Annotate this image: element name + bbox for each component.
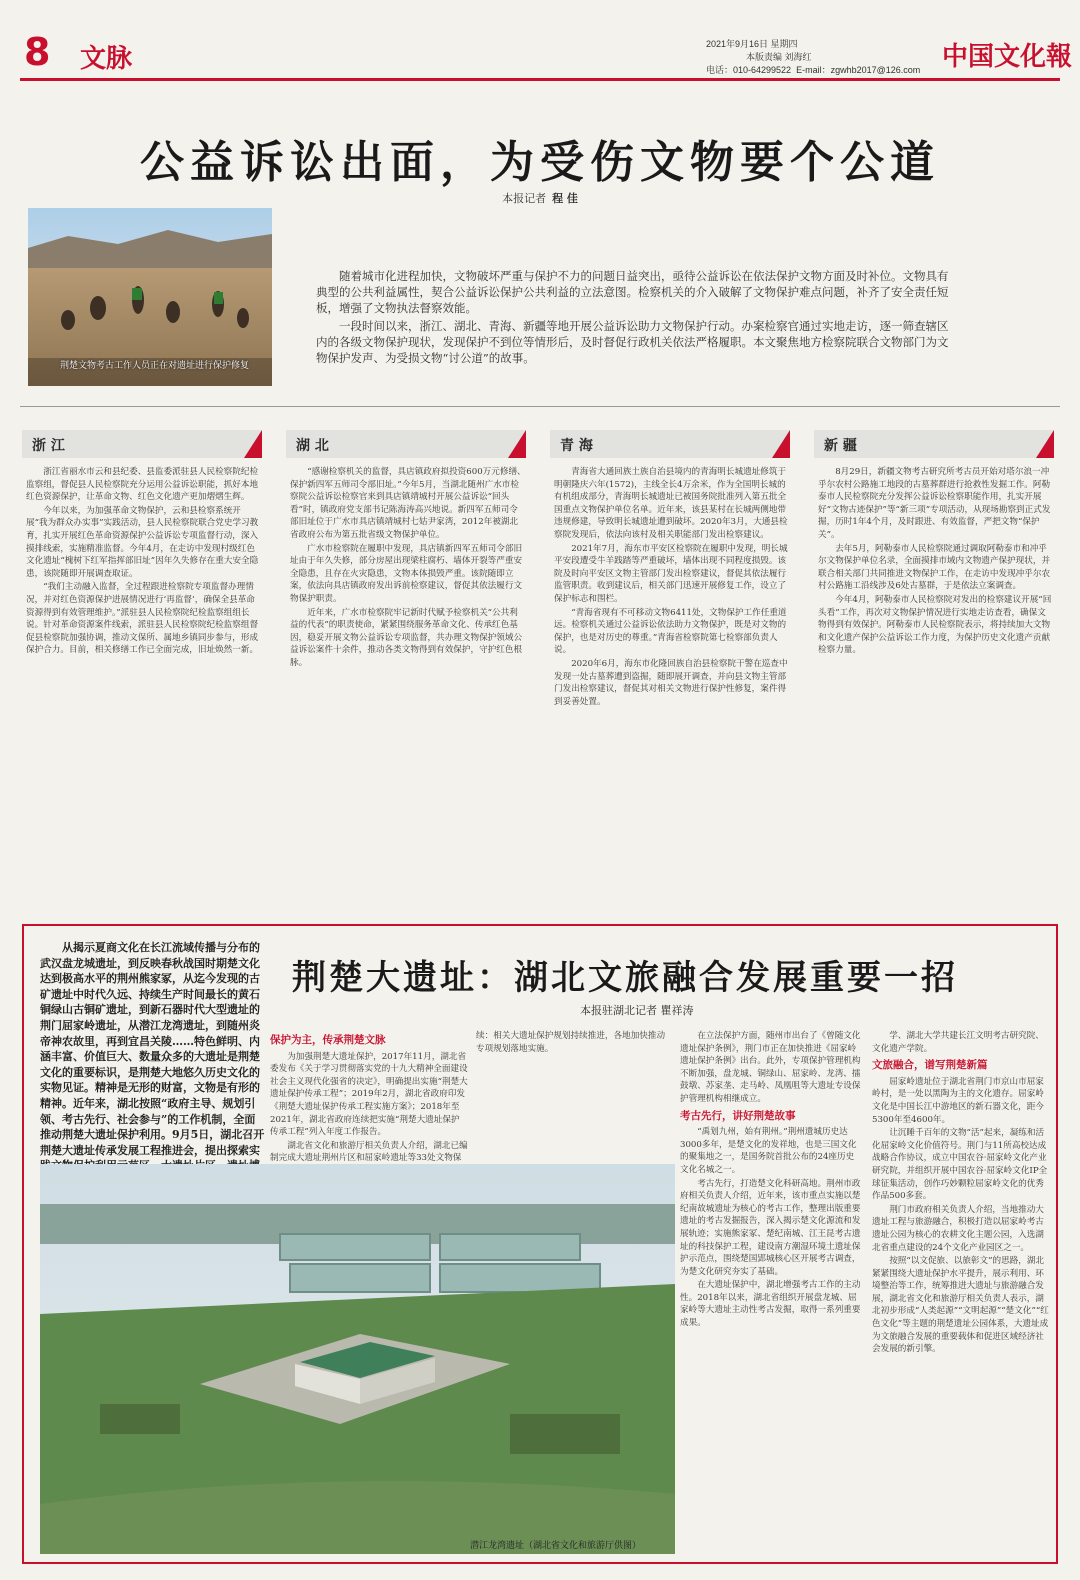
masthead: [0, 0, 1080, 80]
column-xinjiang: 8月29日，新疆文物考古研究所考古员开始对塔尔浪一冲乎尔农村公路施工地段的古墓葬群进行抢救性发掘工作。阿勒泰市人民检察院充分发挥公益诉讼检察职能作用，扎实开展好“文物古迹保护”等“新三项”专项活动，从现场勘察到正式发掘，历时1年4个月，及时跟进、有效监督，严把文物“保护关”。 去年5月，阿勒泰市人民检察院通过调取阿勒泰市和冲乎尔文物保护单位名录，全面摸排市域内文物遗产保护现状，并联合相关部门共同推进文物保护工作，在走访中发现冲乎尔农村公路施工沿线涉及6处古墓群，于是依法立案调查。 今年4月，阿勒泰市人民检察院对发出的检察建议开展“回头看”工作，再次对文物保护情况进行实地走访查看，确保文物得到有效保护。阿勒泰市人民检察院表示，将持续加大文物和文化遗产保护公益诉讼工作力度，为保护历史文化遗产贡献检察力量。: [818, 467, 1052, 656]
issue-date: 2021年9月16日 星期四: [706, 39, 798, 49]
intro-paragraph: 一段时间以来，浙江、湖北、青海、新疆等地开展公益诉讼助力文物保护行动。办案检察官通过实地走访，逐一筛查辖区内的各级文物保护现状，发现保护不到位等情形后，及时督促行政机关依法严格履职。本文聚焦地方检察院联合文物部门为文物保护发声、为受损文物“讨公道”的故事。: [316, 319, 949, 365]
intro-text: [316, 268, 956, 368]
subhead-3: 文旅融合，谱写荆楚新篇: [872, 1059, 988, 1072]
photo-caption-1: 荆楚文物考古工作人员正在对遗址进行保护修复: [60, 361, 250, 371]
article-2-col-2: 在立法保护方面，随州市出台了《曾随文化遗址保护条例》，荆门市正在加快推进《屈家岭遗址保护条例》出台。此外，专项保护管理机构不断加强，盘龙城、铜绿山、屈家岭、龙湾、擂鼓墩、苏家垄、走马岭、凤凰咀等大遗址专设保护管理机构相继成立。 考古先行，讲好荆楚故事 “禹划九州，始有荆州。”荆州遗城历史达3000多年，是楚文化的发祥地，也是三国文化的聚集地之一，是国务院首批公布的24座历史文化名城之一。 考古先行，打造楚文化科研高地。荆州市政府相关负责人介绍，近年来，该市重点实施以楚纪南故城遗址为核心的考古工作，整理出版重要遗址的考古发掘报告，深入揭示楚文化源流和发展轨迹；实施熊家冢、楚纪南城、江王昆考古遗址的科技保护工程，建设南方潮湿环境土遗址保护示范点，围绕楚国郢城核心区开展考古调查，为楚文化研究夯实了基础。 在大遗址保护中，湖北增强考古工作的主动性。2018年以来，湖北省组织开展盘龙城、屈家岭等大遗址主动性考古发掘，取得一系列重要成果。: [680, 1031, 861, 1329]
column-qinghai: 青海省大通回族土族自治县境内的青海明长城遗址修筑于明朝隆庆六年(1572)，主线全长4万余米，作为全国明长城的有机组成部分，青海明长城遗址已被国务院批准列入第五批全国重点文物保护单位名单。近年来，该县某村在长城两侧地带违规修建，导致明长城遗址遭到破坏。2020年3月，大通县检察院发现后，依法向该村及相关职能部门发出检察建议。 2021年7月，海东市平安区检察院在履职中发现，明长城平安段遭受牛羊践踏等严重破坏，墙体出现不同程度损毁。该院及时向平安区文物主管部门发出检察建议，督促其依法履行监管职责。收到建议后，相关部门迅速开展修复工作，设立了保护标志和围栏。 “青海省现有不可移动文物6411处，文物保护工作任重道远。检察机关通过公益诉讼依法助力文物保护，既是对文物的保护，也是对历史的尊重。”青海省检察院第七检察部负责人说。 2020年6月，海东市化隆回族自治县检察院干警在巡查中发现一处古墓葬遭到盗掘，随即展开调查，并向县文物主管部门发出检察建议，督促其对相关文物进行保护性修复，案件得到妥善处置。: [554, 467, 788, 707]
intro-paragraph: 随着城市化进程加快，文物破坏严重与保护不力的问题日益突出，亟待公益诉讼在依法保护文物方面及时补位。文物具有典型的公共利益属性，契合公益诉讼保护公共利益的立法意图。检察机关的介入破解了文物保护难点问题，补齐了安全责任短板，增强了文物执法督察效能。: [316, 269, 949, 315]
article-2-col-3: 学、湖北大学共建长江文明考古研究院、文化遗产学院。 文旅融合，谱写荆楚新篇 屈家岭遗址位于湖北省荆门市京山市屈家岭村，是一处以黑陶为主的文化遗存。屈家岭文化是中国长江中游地区的新石器文化，距今5300年至4600年。 让沉睡千百年的文物“活”起来，凝练和活化屈家岭文化价值符号。荆门与11所高校达成战略合作协议，成立中国农谷·屈家岭文化产业研究院，并组织开展中国农谷·屈家岭文化IP全球征集活动，创作巧妙颗粒屈家岭文化的优秀作品500多套。 荆门市政府相关负责人介绍，当地推动大遗址工程与旅游融合，积极打造以屈家岭考古遗址公园为核心的农耕文化主题公园，入选湖北省重点建设的24个文化产业园区之一。 按照“以文促旅、以旅彰文”的思路，湖北紧紧围绕大遗址保护水平提升，展示利用、环境整治等工作，统筹推进大遗址与旅游融合发展，湖北省文化和旅游厅相关负责人表示，湖北初步形成“人类起源”“文明起源”“楚文化”“红色文化”等主题的荆楚遗址公园体系，大遗址成为文旅融合发展的重要载体和促进区域经济社会发展的新引擎。: [872, 1030, 1052, 1555]
column-zhejiang: 浙江省丽水市云和县纪委、县监委派驻县人民检察院纪检监察组，督促县人民检察院充分运用公益诉讼职能，抓好本地红色资源保护，让革命文物、红色文化遗产更加熠熠生辉。 今年以来，为加强革命文物保护，云和县检察系统开展“我为群众办实事”实践活动，县人民检察院联合党史学习教育，扎实开展红色革命资源保护公益诉讼专项监督行动，深入摸排线索，实施精准监督。今年4月，在走访中发现村级红色文化遗址“槐树下红军指挥部旧址”因年久失修存在重大安全隐患，该院随即开展调查取证。 “我们主动融入监督，全过程跟进检察院专项监督办理情况，并对红色资源保护进展情况进行‘再监督’，确保全县革命资源得到有效管理维护。”派驻县人民检察院纪检监察组组长说。针对革命资源案件线索，派驻县人民检察院纪检监察组督促县检察院加强协调，推动文保所、属地乡镇同步参与，形成保护合力。目前，相关修缮工作已全面完成，旧址焕然一新。: [26, 467, 259, 656]
column-hubei: “感谢检察机关的监督，具店镇政府拟投资600万元修缮、保护新四军五师司令部旧址。”今年5月，当湖北随州广水市检察院公益诉讼检察官来到具店镇靖城村开展公益诉讼“回头看”时，镇政府党支部书记陈海涛高兴地说。新四军五师司令部旧址位于广水市具店镇靖城村七姑尹家湾，2012年被湖北省政府公布为第五批省级文物保护单位。 广水市检察院在履职中发现，具店镇新四军五师司令部旧址由于年久失修，部分房屋出现梁柱腐朽、墙体开裂等严重安全隐患，且存在火灾隐患，文物本体损毁严重。该院随即立案，依法向具店镇政府发出诉前检察建议，督促其依法履行文物保护职责。 近年来，广水市检察院牢记新时代赋予检察机关“公共利益的代表”的职责使命，紧紧围绕服务革命文化、传承红色基因，稳妥开展文物公益诉讼专项监督，共办理文物保护领域公益诉讼案件十余件，推动各类文物得到有效保护，守护红色根脉。: [290, 467, 526, 668]
column-head-zhejiang: 浙 江: [22, 430, 262, 458]
column-head-qinghai: 青 海: [550, 430, 790, 458]
headline-1: 公益诉讼出面，为受伤文物要个公道: [140, 137, 940, 188]
headline-2: 荆楚大遗址：湖北文旅融合发展重要一招: [292, 958, 958, 998]
longwan-site-aerial-photo: [40, 1164, 675, 1554]
column-head-hubei: 湖 北: [286, 430, 526, 458]
divider: [20, 406, 1060, 407]
page-number: 8: [24, 30, 51, 74]
byline-2: 本报驻湖北记者 瞿祥涛: [580, 1004, 694, 1017]
article-2-col-1: 保护为主，传承荆楚文脉 为加强荆楚大遗址保护，2017年11月，湖北省委发布《关于学习贯彻落实党的十九大精神全面建设社会主义现代化强省的决定》，明确提出实施“荆楚大遗址保护传承工程”；2019年2月，湖北省政府印发《荆楚大遗址保护传承工程实施方案》；2018年至2021年，湖北省政府连续把实施“荆楚大遗址保护传承工程”列入年度工作报告。 湖北省文化和旅游厅相关负责人介绍，湖北已编制完成大遗址荆州片区和屈家岭遗址等33处文物保: [270, 1034, 468, 1164]
phone: 电话：010-64299522: [706, 65, 792, 75]
editor: 本版责编 刘海红: [746, 52, 812, 62]
email: E-mail：zgwhb2017@126.com: [796, 65, 921, 75]
article-2-col-1b: 续：相关大遗址保护规划持续推进，各地加快推动专项规划落地实施。: [476, 1031, 666, 1054]
byline-1: 本报记者 程 佳: [502, 192, 578, 205]
issue-info: [706, 38, 920, 77]
top-rule: [20, 78, 1060, 81]
article-2-lead: 从揭示夏商文化在长江流域传播与分布的武汉盘龙城遗址，到反映春秋战国时期楚文化达到极高水平的荆州熊家冢，从迄今发现的古矿遗址中时代久远、持续生产时间最长的黄石铜绿山古铜矿遗址，到新石器时代大型遗址的荆门屈家岭遗址，从潜江龙湾遗址，到随州炎帝神农故里，再到宜昌关陵……特色鲜明、内涵丰富、价值巨大、数量众多的大遗址是荆楚文化的重要标识，是荆楚大地悠久历史文化的实物见证。精神是无形的财富，文物是有形的精神。近年来，湖北按照“政府主导、规划引领、考古先行、社会参与”的工作机制，全面推动荆楚大遗址保护利用。9月5日，湖北召开荆楚大遗址传承发展工程推进会，提出探索实: [40, 941, 265, 1157]
subhead-1: 保护为主，传承荆楚文脉: [270, 1034, 386, 1046]
photo-caption-2: 潜江龙湾遗址（湖北省文化和旅游厅供图）: [470, 1541, 642, 1551]
section-name: 文脉: [80, 44, 133, 74]
subhead-2: 考古先行，讲好荆楚故事: [680, 1109, 796, 1122]
newspaper-logo: 中国文化報: [942, 42, 1073, 72]
column-head-xinjiang: 新 疆: [814, 430, 1054, 458]
